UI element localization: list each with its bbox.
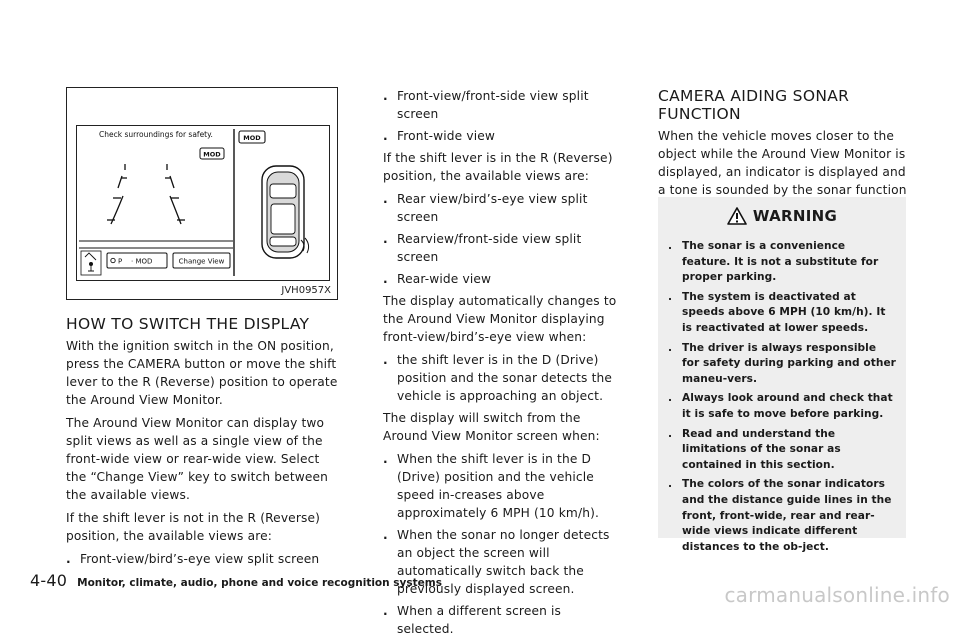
bullet-dot: . bbox=[383, 452, 388, 466]
bullet-list bbox=[383, 450, 621, 638]
paragraph: When the vehicle moves closer to the object while the Around View Monitor is displayed, an indicator is displayed and a tone is sounded by the sonar function bbox=[658, 129, 907, 197]
bullet-list bbox=[383, 87, 621, 145]
left-column bbox=[66, 315, 342, 572]
list-item bbox=[383, 127, 621, 145]
list-item bbox=[383, 602, 621, 638]
middle-column bbox=[383, 87, 621, 642]
warning-item bbox=[668, 391, 896, 422]
bullet-dot: . bbox=[668, 290, 673, 303]
warning-item bbox=[668, 290, 896, 337]
bullet-dot: . bbox=[66, 552, 71, 566]
list-item bbox=[383, 87, 621, 123]
bullet-dot: . bbox=[668, 478, 673, 491]
bullet-dot: . bbox=[383, 232, 388, 246]
bullet-dot: . bbox=[668, 240, 673, 252]
warning-item bbox=[668, 477, 896, 555]
warning-item-text: The sonar is a convenience feature. It is not a substitute for proper parking. bbox=[682, 240, 879, 284]
list-item bbox=[383, 351, 621, 405]
watermark: carmanualsonline.info bbox=[724, 583, 950, 607]
warning-label: WARNING bbox=[752, 207, 838, 225]
list-item-text: Front-view/front-side view split screen bbox=[397, 89, 589, 121]
warning-item bbox=[668, 239, 896, 286]
bullet-dot: . bbox=[383, 129, 388, 143]
mod-badge-right-text: MOD bbox=[243, 134, 261, 142]
p-mod-button-text: · MOD bbox=[131, 257, 153, 266]
paragraph: If the shift lever is in the R (Reverse) position, the available views are: bbox=[383, 151, 613, 183]
sonar-warning-icon bbox=[81, 251, 101, 275]
monitor-screen bbox=[76, 125, 330, 281]
list-item-text: Front-view/bird’s-eye view split screen bbox=[80, 552, 320, 566]
bullet-list bbox=[383, 351, 621, 405]
distance-guide-lines bbox=[107, 164, 185, 224]
warning-item bbox=[668, 341, 896, 388]
car-top-view-icon bbox=[262, 166, 304, 258]
warning-item-text: Read and understand the limitations of the sonar as contained in this section. bbox=[682, 427, 841, 471]
paragraph: With the ignition switch in the ON position, press the CAMERA button or move the shift lever to the R (Reverse) position to operate the Around View Monitor. bbox=[66, 339, 338, 407]
section-heading-camera-sonar: CAMERA AIDING SONAR FUNCTION bbox=[658, 87, 850, 123]
page-number: 4-40 bbox=[30, 571, 68, 590]
list-item-text: When the sonar no longer detects an object the screen will automatically switch back the previously displayed screen. bbox=[397, 528, 610, 596]
paragraph: The display will switch from the Around View Monitor screen when: bbox=[383, 411, 600, 443]
warning-item-text: The colors of the sonar indicators and the distance guide lines in the front, front-wide, rear and rear-wide views indicate different distances to the ob-ject. bbox=[682, 478, 892, 553]
paragraph: If the shift lever is not in the R (Reverse) position, the available views are: bbox=[66, 511, 321, 543]
bullet-dot: . bbox=[383, 272, 388, 286]
banner-text: Check surroundings for safety. bbox=[99, 130, 213, 139]
bullet-dot: . bbox=[668, 427, 673, 440]
bullet-dot: . bbox=[383, 89, 388, 103]
bullet-dot: . bbox=[668, 341, 673, 354]
list-item bbox=[383, 190, 621, 226]
bullet-dot: . bbox=[383, 528, 388, 542]
list-item-text: When a different screen is selected. bbox=[397, 604, 562, 636]
warning-item bbox=[668, 427, 896, 474]
monitor-screen-drawing bbox=[77, 126, 328, 279]
list-item-text: Front-wide view bbox=[397, 129, 495, 143]
section-title: Monitor, climate, audio, phone and voice recognition systems bbox=[77, 577, 442, 589]
paragraph: The display automatically changes to the Around View Monitor displaying front-view/bird’s-eye view when: bbox=[383, 294, 617, 344]
bullet-dot: . bbox=[383, 604, 388, 618]
warning-header bbox=[668, 207, 896, 225]
list-item bbox=[383, 450, 621, 522]
section-heading-switch-display: HOW TO SWITCH THE DISPLAY bbox=[66, 315, 310, 333]
bullet-list bbox=[383, 190, 621, 288]
bullet-dot: . bbox=[383, 192, 388, 206]
warning-box bbox=[658, 197, 906, 553]
around-view-monitor-figure bbox=[66, 87, 338, 300]
warning-triangle-icon bbox=[727, 207, 747, 225]
mod-badge-left-text: MOD bbox=[203, 150, 221, 159]
list-item bbox=[383, 270, 621, 288]
list-item-text: When the shift lever is in the D (Drive) position and the vehicle speed in-creases above approximately 6 MPH (10 km/h). bbox=[397, 452, 600, 520]
warning-item-text: Always look around and check that it is safe to move before parking. bbox=[682, 392, 893, 420]
warning-list bbox=[668, 239, 896, 555]
change-view-button-text: Change View bbox=[178, 257, 225, 266]
warning-item-text: The system is deactivated at speeds above 6 MPH (10 km/h). It is reactivated at lower speeds. bbox=[682, 290, 886, 334]
list-item-text: Rear view/bird’s-eye view split screen bbox=[397, 192, 588, 224]
bullet-list bbox=[66, 550, 342, 568]
p-mod-button-p: P bbox=[118, 257, 123, 266]
paragraph: The Around View Monitor can display two split views as well as a single view of the front-wide view or rear-wide view. Select the “Change View” key to switch between the available views. bbox=[66, 416, 329, 502]
page-footer bbox=[30, 571, 442, 590]
list-item bbox=[383, 230, 621, 266]
bullet-dot: . bbox=[668, 392, 673, 405]
change-view-button[interactable] bbox=[173, 253, 230, 268]
list-item bbox=[66, 550, 342, 568]
list-item-text: the shift lever is in the D (Drive) position and the sonar detects the vehicle is approaching an object. bbox=[397, 353, 613, 403]
bullet-dot: . bbox=[383, 353, 388, 367]
figure-code: JVH0957X bbox=[281, 285, 331, 296]
warning-item-text: The driver is always responsible for safety during parking and other maneu-vers. bbox=[682, 341, 896, 385]
list-item-text: Rear-wide view bbox=[397, 272, 492, 286]
p-mod-button[interactable] bbox=[107, 253, 167, 268]
list-item-text: Rearview/front-side view split screen bbox=[397, 232, 582, 264]
